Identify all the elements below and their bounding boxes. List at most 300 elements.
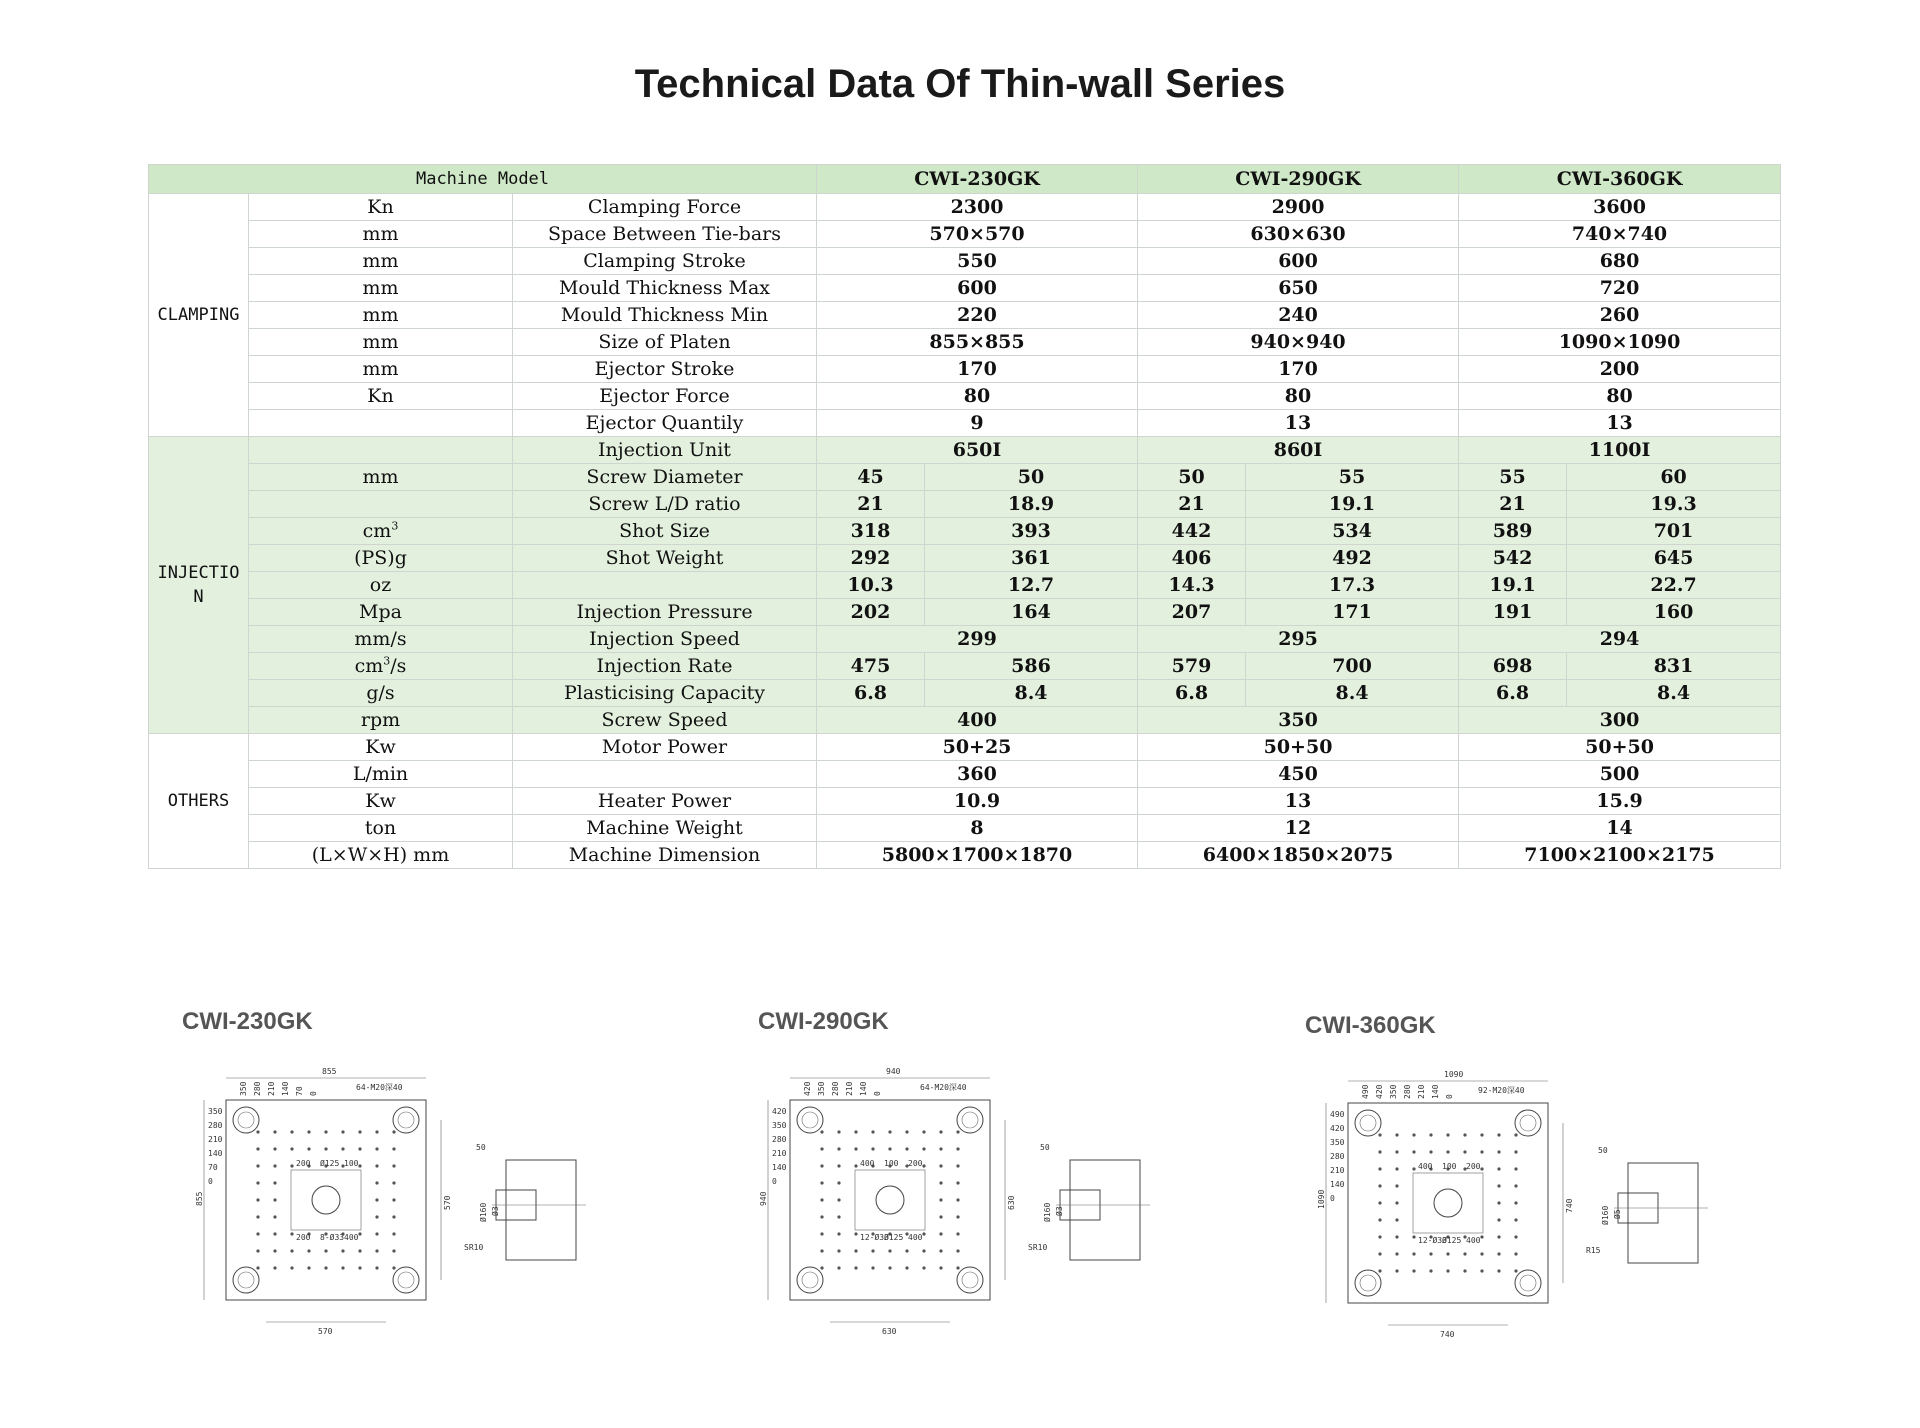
mounting-hole xyxy=(256,1130,259,1133)
table-row xyxy=(149,194,1781,221)
mounting-hole xyxy=(1514,1269,1517,1272)
mounting-hole xyxy=(1429,1133,1432,1136)
mounting-hole xyxy=(854,1164,857,1167)
dim-side-label: 1090 xyxy=(1317,1189,1326,1209)
value-cell: 292 xyxy=(817,545,925,572)
mounting-hole xyxy=(939,1249,942,1252)
mounting-hole xyxy=(392,1266,395,1269)
mounting-hole xyxy=(1497,1269,1500,1272)
value-cell: 13 xyxy=(1459,410,1781,437)
unit-cell: mm xyxy=(249,221,513,248)
mounting-hole xyxy=(256,1215,259,1218)
inner-dim-label: 400 xyxy=(860,1159,875,1168)
value-cell: 14.3 xyxy=(1138,572,1246,599)
unit-cell: mm/s xyxy=(249,626,513,653)
header-model-name: CWI-360GK xyxy=(1459,165,1781,194)
value-cell: 600 xyxy=(1138,248,1459,275)
table-row xyxy=(149,491,1781,518)
dim-right-label: 740 xyxy=(1565,1198,1574,1213)
inner-dim-label: 100 xyxy=(1442,1162,1457,1171)
value-cell: 393 xyxy=(925,518,1138,545)
tick-label-top: 350 xyxy=(1389,1084,1398,1099)
nozzle-body xyxy=(1628,1163,1698,1263)
param-name: Shot Weight xyxy=(513,545,817,572)
value-cell: 831 xyxy=(1567,653,1781,680)
unit-cell: (L×W×H) mm xyxy=(249,842,513,869)
mounting-hole xyxy=(922,1147,925,1150)
mounting-hole xyxy=(871,1147,874,1150)
value-cell: 1090×1090 xyxy=(1459,329,1781,356)
mounting-hole xyxy=(1395,1235,1398,1238)
mounting-hole xyxy=(358,1232,361,1235)
tie-bar-inner xyxy=(398,1272,414,1288)
mounting-hole xyxy=(358,1164,361,1167)
tick-label-left: 420 xyxy=(1330,1124,1345,1133)
mounting-hole xyxy=(307,1249,310,1252)
platen-drawing xyxy=(196,1050,636,1350)
section-others: OTHERS xyxy=(149,734,249,869)
value-cell: 318 xyxy=(817,518,925,545)
mounting-hole xyxy=(358,1130,361,1133)
mounting-hole xyxy=(837,1130,840,1133)
dim-right-label: 630 xyxy=(1007,1195,1016,1210)
drawing-title: CWI-360GK xyxy=(1305,1012,1436,1039)
mounting-hole xyxy=(358,1249,361,1252)
mounting-hole xyxy=(854,1147,857,1150)
table-row xyxy=(149,815,1781,842)
nozzle-body xyxy=(506,1160,576,1260)
table-row xyxy=(149,302,1781,329)
value-cell: 13 xyxy=(1138,788,1459,815)
value-cell: 720 xyxy=(1459,275,1781,302)
mounting-hole xyxy=(256,1232,259,1235)
value-cell: 940×940 xyxy=(1138,329,1459,356)
tick-label-top: 420 xyxy=(803,1081,812,1096)
mounting-hole xyxy=(939,1130,942,1133)
mounting-hole xyxy=(820,1130,823,1133)
mounting-hole xyxy=(375,1198,378,1201)
param-name: Machine Dimension xyxy=(513,842,817,869)
mounting-hole xyxy=(820,1232,823,1235)
mounting-hole xyxy=(939,1266,942,1269)
value-cell: 8.4 xyxy=(1246,680,1459,707)
value-cell: 579 xyxy=(1138,653,1246,680)
value-cell: 586 xyxy=(925,653,1138,680)
mounting-hole xyxy=(1395,1252,1398,1255)
mounting-hole xyxy=(256,1198,259,1201)
mounting-hole xyxy=(939,1181,942,1184)
tie-bar-inner xyxy=(962,1112,978,1128)
mounting-hole xyxy=(1480,1167,1483,1170)
mounting-hole xyxy=(820,1249,823,1252)
table-row xyxy=(149,518,1781,545)
value-cell: 3600 xyxy=(1459,194,1781,221)
tick-label-top: 140 xyxy=(281,1081,290,1096)
tick-label-left: 350 xyxy=(1330,1138,1345,1147)
param-name: Size of Platen xyxy=(513,329,817,356)
mounting-hole xyxy=(854,1130,857,1133)
mounting-hole xyxy=(888,1130,891,1133)
value-cell: 570×570 xyxy=(817,221,1138,248)
value-cell: 500 xyxy=(1459,761,1781,788)
value-cell: 21 xyxy=(1459,491,1567,518)
mounting-hole xyxy=(939,1198,942,1201)
spec-table xyxy=(148,164,1781,869)
value-cell: 492 xyxy=(1246,545,1459,572)
mounting-hole xyxy=(392,1181,395,1184)
value-cell: 171 xyxy=(1246,599,1459,626)
center-frame xyxy=(291,1170,361,1230)
mounting-hole xyxy=(273,1198,276,1201)
table-row xyxy=(149,329,1781,356)
tick-label-left: 210 xyxy=(208,1135,223,1144)
tie-bar-inner xyxy=(962,1272,978,1288)
mounting-hole xyxy=(922,1130,925,1133)
mounting-hole xyxy=(1514,1235,1517,1238)
unit-cell: Mpa xyxy=(249,599,513,626)
value-cell: 164 xyxy=(925,599,1138,626)
value-cell: 534 xyxy=(1246,518,1459,545)
unit-cell: mm xyxy=(249,464,513,491)
inner-dim-label: Ø125 xyxy=(884,1233,904,1242)
tie-bar-inner xyxy=(802,1272,818,1288)
inner-dim-label: 100 xyxy=(344,1159,359,1168)
mounting-hole xyxy=(939,1164,942,1167)
mounting-hole xyxy=(392,1249,395,1252)
mounting-hole xyxy=(1514,1150,1517,1153)
tie-bar-hole xyxy=(1515,1270,1541,1296)
nozzle-label-c: Ø5 xyxy=(1613,1209,1622,1219)
table-row xyxy=(149,275,1781,302)
unit-cell: mm xyxy=(249,356,513,383)
value-cell: 207 xyxy=(1138,599,1246,626)
tick-label-left: 280 xyxy=(1330,1152,1345,1161)
mounting-hole xyxy=(1429,1252,1432,1255)
mounting-hole xyxy=(324,1147,327,1150)
tick-label-left: 350 xyxy=(772,1121,787,1130)
param-name: Clamping Stroke xyxy=(513,248,817,275)
mounting-hole xyxy=(905,1147,908,1150)
mounting-hole xyxy=(854,1232,857,1235)
mounting-hole xyxy=(324,1266,327,1269)
tick-label-left: 350 xyxy=(208,1107,223,1116)
tie-bar-hole xyxy=(1515,1110,1541,1136)
value-cell: 15.9 xyxy=(1459,788,1781,815)
value-cell: 220 xyxy=(817,302,1138,329)
value-cell: 860I xyxy=(1138,437,1459,464)
tick-label-left: 210 xyxy=(1330,1166,1345,1175)
section-injection: INJECTIO N xyxy=(149,437,249,734)
value-cell: 170 xyxy=(817,356,1138,383)
mounting-hole xyxy=(1497,1235,1500,1238)
mounting-hole xyxy=(1514,1201,1517,1204)
param-name: Heater Power xyxy=(513,788,817,815)
mounting-hole xyxy=(905,1249,908,1252)
value-cell: 406 xyxy=(1138,545,1246,572)
inner-dim-label: 400 xyxy=(908,1233,923,1242)
tick-label-top: 280 xyxy=(1403,1084,1412,1099)
mounting-hole xyxy=(1514,1252,1517,1255)
mounting-hole xyxy=(820,1181,823,1184)
inner-dim-label: 12-Ø33 xyxy=(860,1233,889,1242)
value-cell: 7100×2100×2175 xyxy=(1459,842,1781,869)
unit-cell: mm xyxy=(249,302,513,329)
value-cell: 6400×1850×2075 xyxy=(1138,842,1459,869)
tie-bar-hole xyxy=(957,1267,983,1293)
unit-cell: $cm^3/s$ xyxy=(249,653,513,680)
value-cell: 698 xyxy=(1459,653,1567,680)
tick-label-top: 350 xyxy=(239,1081,248,1096)
mounting-hole xyxy=(837,1266,840,1269)
mounting-hole xyxy=(273,1215,276,1218)
mounting-hole xyxy=(358,1266,361,1269)
mounting-hole xyxy=(1463,1252,1466,1255)
mounting-hole xyxy=(956,1164,959,1167)
mounting-hole xyxy=(392,1215,395,1218)
value-cell: 45 xyxy=(817,464,925,491)
param-name: Screw L/D ratio xyxy=(513,491,817,518)
value-cell: 1100I xyxy=(1459,437,1781,464)
value-cell: 50 xyxy=(925,464,1138,491)
tie-bar-hole xyxy=(233,1267,259,1293)
value-cell: 55 xyxy=(1246,464,1459,491)
tick-label-left: 490 xyxy=(1330,1110,1345,1119)
value-cell: 12.7 xyxy=(925,572,1138,599)
drawing-title: CWI-290GK xyxy=(758,1008,889,1035)
tick-label-left: 0 xyxy=(772,1177,777,1186)
mounting-hole xyxy=(1412,1150,1415,1153)
mounting-hole xyxy=(1378,1269,1381,1272)
mounting-hole xyxy=(1480,1235,1483,1238)
nozzle-label-b: Ø160 xyxy=(1043,1202,1052,1222)
value-cell: 542 xyxy=(1459,545,1567,572)
table-row xyxy=(149,221,1781,248)
unit-cell: oz xyxy=(249,572,513,599)
mounting-hole xyxy=(392,1164,395,1167)
value-cell: 589 xyxy=(1459,518,1567,545)
mounting-hole xyxy=(888,1249,891,1252)
nozzle-label-d: R15 xyxy=(1586,1246,1601,1255)
table-row xyxy=(149,788,1781,815)
value-cell: 650 xyxy=(1138,275,1459,302)
value-cell: 10.9 xyxy=(817,788,1138,815)
nozzle-label-c: Ø3 xyxy=(491,1206,500,1216)
param-name: Plasticising Capacity xyxy=(513,680,817,707)
mounting-hole xyxy=(1378,1184,1381,1187)
unit-superscript: 3 xyxy=(383,654,391,668)
mounting-hole xyxy=(273,1266,276,1269)
mounting-hole xyxy=(1378,1252,1381,1255)
mounting-hole xyxy=(256,1181,259,1184)
param-name: Injection Rate xyxy=(513,653,817,680)
dim-bottom-label: 630 xyxy=(882,1327,897,1336)
param-name: Clamping Force xyxy=(513,194,817,221)
value-cell: 550 xyxy=(817,248,1138,275)
mounting-hole xyxy=(1412,1235,1415,1238)
tie-bar-hole xyxy=(957,1107,983,1133)
dim-bottom-label: 570 xyxy=(318,1327,333,1336)
value-cell: 855×855 xyxy=(817,329,1138,356)
table-row xyxy=(149,248,1781,275)
tie-bar-inner xyxy=(1360,1275,1376,1291)
tick-label-top: 0 xyxy=(1445,1094,1454,1099)
value-cell: 475 xyxy=(817,653,925,680)
mounting-hole xyxy=(324,1249,327,1252)
mounting-hole xyxy=(375,1147,378,1150)
value-cell: 442 xyxy=(1138,518,1246,545)
table-row xyxy=(149,599,1781,626)
table-row xyxy=(149,680,1781,707)
hole-note-label: 92-M20深40 xyxy=(1478,1086,1525,1095)
value-cell: 295 xyxy=(1138,626,1459,653)
value-cell: 8.4 xyxy=(925,680,1138,707)
mounting-hole xyxy=(392,1232,395,1235)
inner-dim-label: Ø125 xyxy=(1442,1236,1462,1245)
inner-dim-label: 400 xyxy=(344,1233,359,1242)
mounting-hole xyxy=(956,1198,959,1201)
tick-label-top: 140 xyxy=(859,1081,868,1096)
mounting-hole xyxy=(1446,1133,1449,1136)
mounting-hole xyxy=(837,1198,840,1201)
mounting-hole xyxy=(1378,1201,1381,1204)
mounting-hole xyxy=(1446,1150,1449,1153)
mounting-hole xyxy=(256,1164,259,1167)
tie-bar-hole xyxy=(797,1107,823,1133)
value-cell: 8 xyxy=(817,815,1138,842)
unit-cell xyxy=(249,437,513,464)
mounting-hole xyxy=(956,1249,959,1252)
value-cell: 8.4 xyxy=(1567,680,1781,707)
mounting-hole xyxy=(939,1232,942,1235)
unit-cell xyxy=(249,491,513,518)
param-name: Machine Weight xyxy=(513,815,817,842)
mounting-hole xyxy=(820,1266,823,1269)
value-cell: 740×740 xyxy=(1459,221,1781,248)
mounting-hole xyxy=(341,1130,344,1133)
mounting-hole xyxy=(341,1147,344,1150)
mounting-hole xyxy=(256,1147,259,1150)
mounting-hole xyxy=(1497,1201,1500,1204)
tick-label-top: 490 xyxy=(1361,1084,1370,1099)
mounting-hole xyxy=(1395,1167,1398,1170)
tick-label-top: 70 xyxy=(295,1086,304,1096)
mounting-hole xyxy=(1514,1184,1517,1187)
mounting-hole xyxy=(1395,1269,1398,1272)
dim-side-label: 940 xyxy=(759,1191,768,1206)
tick-label-left: 70 xyxy=(208,1163,218,1172)
nozzle-label-a: 50 xyxy=(1040,1143,1050,1152)
dim-top-label: 940 xyxy=(886,1067,901,1076)
mounting-hole xyxy=(1514,1133,1517,1136)
platen-outline xyxy=(790,1100,990,1300)
mounting-hole xyxy=(307,1130,310,1133)
table-header-row xyxy=(149,165,1781,194)
mounting-hole xyxy=(375,1130,378,1133)
mounting-hole xyxy=(1412,1167,1415,1170)
tick-label-left: 210 xyxy=(772,1149,787,1158)
nozzle-label-d: SR10 xyxy=(1028,1243,1048,1252)
mounting-hole xyxy=(1497,1133,1500,1136)
value-cell: 10.3 xyxy=(817,572,925,599)
param-name: Ejector Quantily xyxy=(513,410,817,437)
center-frame xyxy=(855,1170,925,1230)
value-cell: 700 xyxy=(1246,653,1459,680)
table-row xyxy=(149,572,1781,599)
mounting-hole xyxy=(392,1147,395,1150)
value-cell: 191 xyxy=(1459,599,1567,626)
unit-cell: mm xyxy=(249,329,513,356)
table-row xyxy=(149,410,1781,437)
inner-dim-label: 200 xyxy=(908,1159,923,1168)
value-cell: 80 xyxy=(817,383,1138,410)
table-row xyxy=(149,653,1781,680)
mounting-hole xyxy=(375,1215,378,1218)
param-name: Shot Size xyxy=(513,518,817,545)
table-row xyxy=(149,707,1781,734)
mounting-hole xyxy=(1480,1269,1483,1272)
tick-label-left: 280 xyxy=(208,1121,223,1130)
mounting-hole xyxy=(1429,1150,1432,1153)
tick-label-top: 280 xyxy=(831,1081,840,1096)
value-cell: 6.8 xyxy=(1138,680,1246,707)
unit-cell: L/min xyxy=(249,761,513,788)
value-cell: 650I xyxy=(817,437,1138,464)
value-cell: 202 xyxy=(817,599,925,626)
mounting-hole xyxy=(837,1215,840,1218)
dim-bottom-label: 740 xyxy=(1440,1330,1455,1339)
unit-cell: Kw xyxy=(249,734,513,761)
mounting-hole xyxy=(922,1164,925,1167)
table-row xyxy=(149,761,1781,788)
value-cell: 18.9 xyxy=(925,491,1138,518)
tick-label-top: 420 xyxy=(1375,1084,1384,1099)
value-cell: 50+25 xyxy=(817,734,1138,761)
mounting-hole xyxy=(341,1266,344,1269)
mounting-hole xyxy=(256,1249,259,1252)
tie-bar-inner xyxy=(1520,1275,1536,1291)
nozzle-label-d: SR10 xyxy=(464,1243,484,1252)
mounting-hole xyxy=(1395,1133,1398,1136)
value-cell: 21 xyxy=(1138,491,1246,518)
mounting-hole xyxy=(1378,1235,1381,1238)
value-cell: 6.8 xyxy=(817,680,925,707)
value-cell: 6.8 xyxy=(1459,680,1567,707)
param-name: Ejector Stroke xyxy=(513,356,817,383)
value-cell: 21 xyxy=(817,491,925,518)
tie-bar-inner xyxy=(1520,1115,1536,1131)
inner-dim-label: 200 xyxy=(296,1159,311,1168)
mounting-hole xyxy=(1463,1150,1466,1153)
mounting-hole xyxy=(375,1164,378,1167)
value-cell: 14 xyxy=(1459,815,1781,842)
mounting-hole xyxy=(956,1232,959,1235)
tick-label-left: 140 xyxy=(1330,1180,1345,1189)
mounting-hole xyxy=(1395,1201,1398,1204)
value-cell: 170 xyxy=(1138,356,1459,383)
header-model-name: CWI-230GK xyxy=(817,165,1138,194)
table-row xyxy=(149,437,1781,464)
mounting-hole xyxy=(854,1266,857,1269)
param-name: Screw Speed xyxy=(513,707,817,734)
inner-dim-label: 400 xyxy=(1418,1162,1433,1171)
unit-cell: rpm xyxy=(249,707,513,734)
spec-table-body xyxy=(149,165,1781,869)
tick-label-top: 140 xyxy=(1431,1084,1440,1099)
value-cell: 350 xyxy=(1138,707,1459,734)
value-cell: 5800×1700×1870 xyxy=(817,842,1138,869)
center-ring xyxy=(1434,1189,1462,1217)
inner-dim-label: 400 xyxy=(1466,1236,1481,1245)
